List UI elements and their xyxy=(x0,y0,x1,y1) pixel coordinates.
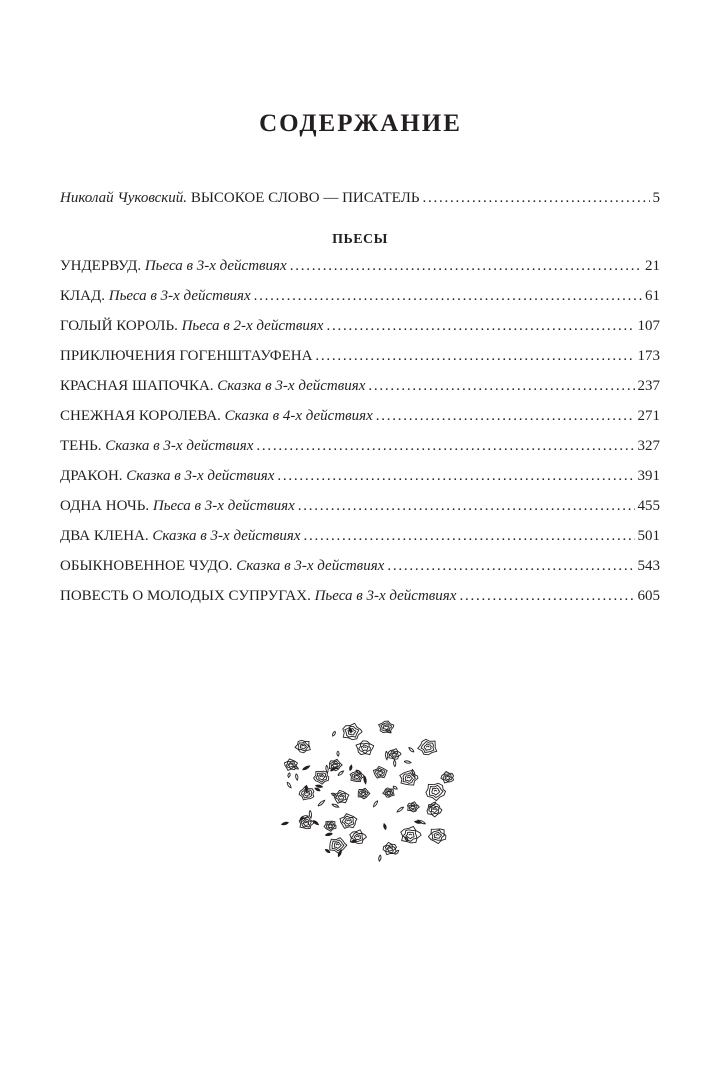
rose-flower xyxy=(426,783,446,800)
toc-intro-row[interactable] xyxy=(60,190,660,220)
toc-entry-page: 237 xyxy=(637,378,660,394)
dot-leader xyxy=(304,528,635,545)
toc-entry-text xyxy=(60,438,253,455)
dot-leader xyxy=(376,408,635,425)
toc-entry-page: 271 xyxy=(637,408,660,424)
rose-flower xyxy=(388,749,401,760)
toc-entry-title: ПРИКЛЮЧЕНИЯ ГОГЕНШТАУФЕНА xyxy=(60,348,313,364)
section-heading-plays: ПЬЕСЫ xyxy=(332,232,388,247)
rose-flower xyxy=(356,741,374,755)
toc-entry[interactable] xyxy=(60,288,660,318)
toc-entry-page: 543 xyxy=(637,558,660,574)
toc-entry[interactable] xyxy=(60,558,660,588)
rose-flower xyxy=(314,771,329,784)
toc-entry-text xyxy=(60,348,312,365)
dot-leader xyxy=(298,498,635,515)
toc-entry-subtitle: Сказка в 3-х действиях xyxy=(126,468,275,484)
leaf-shape xyxy=(364,776,366,784)
toc-entry-page: 173 xyxy=(637,348,660,364)
toc-entry-text xyxy=(60,258,287,275)
dot-leader xyxy=(256,438,634,455)
rose-bush-icon xyxy=(270,705,460,865)
toc-entry-title: ОБЫКНОВЕННОЕ ЧУДО. xyxy=(60,558,233,574)
leaf-shape xyxy=(318,800,325,806)
rose-flower xyxy=(285,759,298,770)
dot-leader xyxy=(459,588,634,605)
toc-entry[interactable] xyxy=(60,588,660,618)
toc-entry-title: ДВА КЛЕНА. xyxy=(60,528,149,544)
toc-entry-title: УНДЕРВУД. xyxy=(60,258,142,274)
leaf-shape xyxy=(384,824,386,830)
rose-flower xyxy=(295,740,310,753)
toc-entry-title: КРАСНАЯ ШАПОЧКА. xyxy=(60,378,214,394)
toc-entry[interactable] xyxy=(60,378,660,408)
toc-entry[interactable] xyxy=(60,438,660,468)
rose-flower xyxy=(324,821,336,831)
toc-entry-subtitle: Пьеса в 3-х действиях xyxy=(108,288,251,304)
rose-flower xyxy=(428,829,446,844)
dot-leader xyxy=(387,558,634,575)
rose-flower xyxy=(340,814,357,829)
rose-flower xyxy=(343,723,362,739)
toc-entry-subtitle: Сказка в 3-х действиях xyxy=(217,378,366,394)
leaf-shape xyxy=(349,728,351,733)
leaf-shape xyxy=(303,766,310,770)
leaf-shape xyxy=(385,751,387,760)
dot-leader xyxy=(254,288,642,305)
toc-entry-page: 391 xyxy=(637,468,660,484)
rose-flower xyxy=(374,767,388,779)
toc-entry[interactable] xyxy=(60,468,660,498)
leaf-shape xyxy=(296,774,298,781)
toc-entry-text xyxy=(60,318,323,335)
toc-entry-subtitle: Пьеса в 3-х действиях xyxy=(314,588,457,604)
rose-flower xyxy=(427,804,442,817)
toc-intro-title: ВЫСОКОЕ СЛОВО — ПИСАТЕЛЬ xyxy=(190,190,420,206)
toc-entry-text xyxy=(60,378,365,395)
toc-entry-subtitle: Пьеса в 3-х действиях xyxy=(144,258,287,274)
leaf-shape xyxy=(332,804,339,807)
toc-entry-page: 61 xyxy=(645,288,660,304)
toc-entry-page: 501 xyxy=(637,528,660,544)
rose-flower xyxy=(441,772,454,783)
leaf-shape xyxy=(333,731,336,736)
toc-entry-title: ДРАКОН. xyxy=(60,468,123,484)
toc-entry-text xyxy=(60,528,301,545)
rose-flower xyxy=(418,739,437,754)
page-title: СОДЕРЖАНИЕ xyxy=(259,110,462,137)
leaf-shape xyxy=(287,782,291,788)
rose-flower xyxy=(383,788,394,797)
toc-entry-title: ОДНА НОЧЬ. xyxy=(60,498,150,514)
toc-entry-subtitle: Пьеса в 2-х действиях xyxy=(181,318,324,334)
rose-flower xyxy=(330,838,347,853)
toc-intro-text xyxy=(60,190,419,207)
toc-entry-page: 21 xyxy=(645,258,660,274)
dot-leader xyxy=(368,378,634,395)
leaf-shape xyxy=(325,849,330,852)
toc-entry-page: 455 xyxy=(637,498,660,514)
leaf-shape xyxy=(309,810,311,818)
rose-flower xyxy=(408,802,420,812)
toc-entry-text xyxy=(60,408,373,425)
dot-leader xyxy=(290,258,642,275)
toc-entries-list xyxy=(60,258,660,618)
dot-leader xyxy=(315,348,634,365)
toc-entry-subtitle: Сказка в 3-х действиях xyxy=(152,528,301,544)
rose-flower xyxy=(358,788,370,799)
toc-entry-subtitle: Сказка в 3-х действиях xyxy=(236,558,385,574)
toc-entry-title: КЛАД. xyxy=(60,288,105,304)
leaf-shape xyxy=(374,801,378,807)
rose-flower xyxy=(350,830,367,844)
toc-entry-title: ГОЛЫЙ КОРОЛЬ. xyxy=(60,318,178,334)
dot-leader xyxy=(277,468,634,485)
leaf-shape xyxy=(282,822,289,825)
toc-entry-subtitle: Сказка в 4-х действиях xyxy=(224,408,373,424)
rose-flower xyxy=(379,721,394,733)
leaf-shape xyxy=(326,833,333,835)
toc-entry-title: СНЕЖНАЯ КОРОЛЕВА. xyxy=(60,408,221,424)
rose-flower xyxy=(401,826,421,843)
toc-entry-text xyxy=(60,468,274,485)
toc-entry[interactable] xyxy=(60,408,660,438)
toc-entry-page: 605 xyxy=(637,588,660,604)
toc-entry-text xyxy=(60,558,384,575)
leaf-shape xyxy=(379,855,381,861)
toc-intro-author: Николай Чуковский. xyxy=(60,190,188,206)
leaf-shape xyxy=(288,773,290,778)
toc-entry-subtitle: Пьеса в 3-х действиях xyxy=(152,498,295,514)
leaf-shape xyxy=(394,760,396,767)
toc-entry-title: ТЕНЬ. xyxy=(60,438,102,454)
leaf-shape xyxy=(397,807,404,812)
toc-entry-text xyxy=(60,498,295,515)
leaf-shape xyxy=(409,748,414,752)
leaf-shape xyxy=(337,751,339,756)
toc-entry-page: 107 xyxy=(637,318,660,334)
leaf-shape xyxy=(316,785,323,787)
toc-entry[interactable] xyxy=(60,528,660,558)
toc-entry-title: ПОВЕСТЬ О МОЛОДЫХ СУПРУГАХ. xyxy=(60,588,311,604)
rose-flower xyxy=(400,771,418,786)
leaf-shape xyxy=(315,788,320,791)
rose-flower xyxy=(383,842,396,854)
table-of-contents xyxy=(60,190,660,618)
dot-leader xyxy=(422,190,649,207)
toc-entry[interactable] xyxy=(60,348,660,378)
toc-entry-text xyxy=(60,588,456,605)
toc-entry-text xyxy=(60,288,251,305)
toc-entry[interactable] xyxy=(60,258,660,288)
toc-entry[interactable] xyxy=(60,318,660,348)
leaf-shape xyxy=(404,761,411,763)
leaf-shape xyxy=(350,765,352,771)
rose-flower xyxy=(334,790,349,803)
toc-intro-page: 5 xyxy=(652,190,660,206)
leaf-shape xyxy=(338,771,344,776)
toc-entry-page: 327 xyxy=(637,438,660,454)
dot-leader xyxy=(326,318,634,335)
toc-entry-subtitle: Сказка в 3-х действиях xyxy=(105,438,254,454)
toc-entry[interactable] xyxy=(60,498,660,528)
